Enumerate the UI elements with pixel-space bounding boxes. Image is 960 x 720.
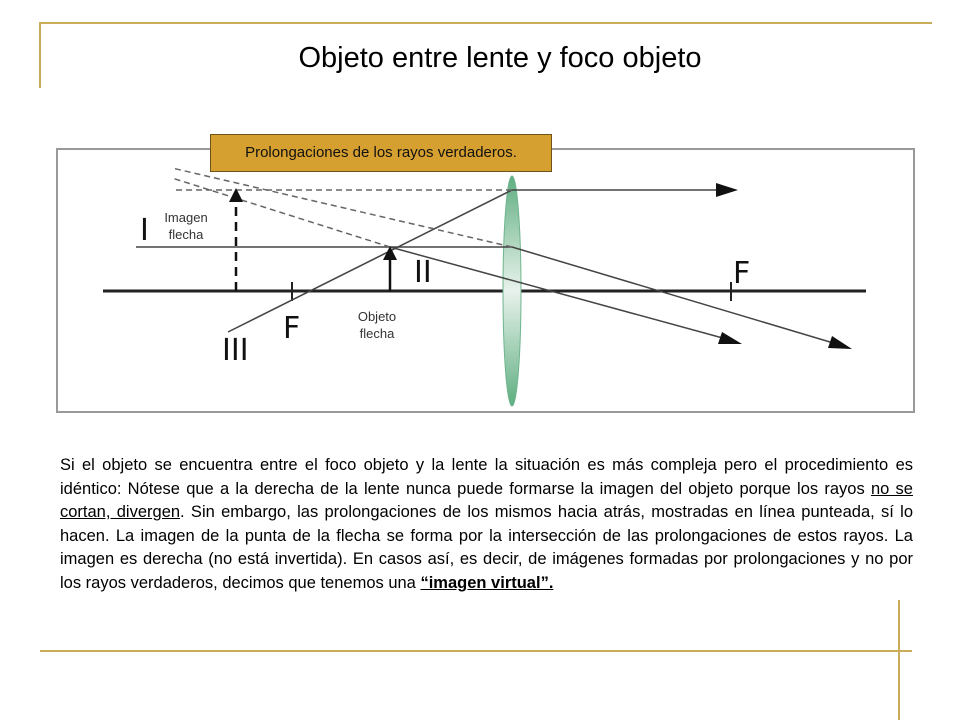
explanation-paragraph	[60, 454, 913, 595]
ray-I-label: I	[140, 213, 149, 248]
paragraph-emphasis: “imagen virtual”.	[420, 573, 554, 592]
paragraph-part1: Si el objeto se encuentra entre el foco objeto y la lente la situación es más compleja pero el procedimiento es idéntico: Nótese que a la derecha de la lente nunca puede formarse la imagen del objeto porque los rayos	[60, 456, 913, 498]
image-label-line1: Imagen	[164, 210, 208, 225]
ray-III-label: III	[222, 333, 249, 368]
page-title: Objeto entre lente y foco objeto	[298, 42, 702, 74]
focus-left-label: F	[283, 311, 301, 346]
image-arrow-label	[163, 209, 209, 243]
paragraph-part2: . Sin embargo, las prolongaciones de los mismos hacia atrás, mostradas en línea punteada, sí lo hacen. La imagen de la punta de la flecha se forma por la intersección de las prolongaciones de estos rayos. La imagen es derecha (no está invertida). En casos así, es decir, de imágenes formadas por prolongaciones y no por los rayos verdaderos, decimos que tenemos una	[60, 503, 913, 592]
object-label-line1: Objeto	[357, 309, 397, 324]
object-label-line2: flecha	[359, 326, 395, 341]
prolongations-callout: Prolongaciones de los rayos verdaderos.	[210, 134, 552, 172]
ray-II-label: II	[414, 255, 432, 290]
paragraph-underlined: no se cortan, divergen	[60, 479, 913, 521]
focus-right-label: F	[733, 256, 751, 291]
diagram-frame	[57, 149, 914, 412]
image-label-line2: flecha	[168, 227, 204, 242]
lens	[503, 176, 521, 406]
object-arrow-label	[354, 308, 400, 342]
